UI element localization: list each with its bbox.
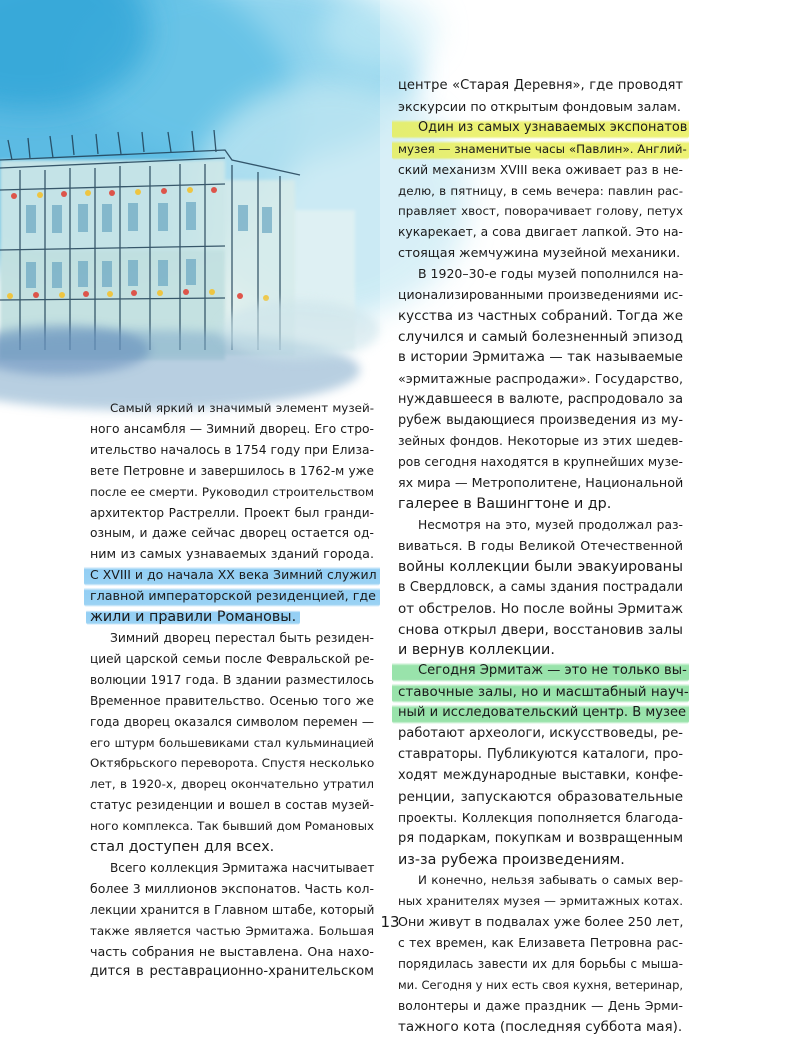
text-line: лекции хранится в Главном штабе, который <box>90 902 375 917</box>
text-line: снова открыл двери, восстановив залы <box>398 621 683 638</box>
text-line: работают археологи, искусствоведы, ре- <box>398 726 683 742</box>
text-line: ренции, запускаются образовательные <box>398 788 683 805</box>
text-line: В 1920–30-е годы музей пополнился на- <box>418 266 684 282</box>
text-line: в истории Эрмитажа — так называемые <box>398 349 683 365</box>
right-text-column <box>398 76 689 1038</box>
text-line: озным, и даже сейчас дворец остается од- <box>90 526 374 541</box>
text-line: от обстрелов. Но после войны Эрмитаж <box>398 600 684 617</box>
text-line: года дворец оказался символом перемен — <box>90 714 374 729</box>
text-line: ним из самых узнаваемых зданий города. <box>90 546 374 562</box>
highlighted-text-line: ставочные залы, но и масштабный науч- <box>392 682 689 703</box>
text-line: зейных фондов. Некоторые из этих шедев- <box>398 434 683 449</box>
text-line: тажного кота (последняя суббота мая). <box>398 1018 683 1035</box>
text-line: ях мира — Метрополитене, Национальной <box>398 475 684 491</box>
text-line: ного комплекса. Так бывший дом Романовых <box>90 819 374 834</box>
text-line: «эрмитажные распродажи». Государство, <box>398 370 683 386</box>
text-line: нуждавшееся в валюте, распродовало за <box>398 391 683 407</box>
text-line: порядилась завести их для борьбы с мыша- <box>398 957 683 972</box>
text-line: центре «Старая Деревня», где проводят <box>398 78 683 93</box>
highlighted-text-line: музея — знаменитые часы «Павлин». Англий- <box>392 139 689 160</box>
text-line: Октябрьского переворота. Спустя несколько <box>90 756 375 771</box>
text-line: И конечно, нельзя забывать о самых вер- <box>418 873 683 888</box>
text-line: проекты. Коллекция пополняется благода- <box>398 810 683 825</box>
text-line: ционализированными произведениями ис- <box>398 287 683 303</box>
highlighted-text-line: ный и исследовательский центр. В музее <box>392 703 689 724</box>
text-line: делю, в пятницу, в семь вечера: павлин рас- <box>398 183 683 198</box>
text-line: после ее смерти. Руководил строительством <box>90 484 374 499</box>
text-line: архитектор Растрелли. Проект был гранди- <box>90 505 374 520</box>
highlighted-text-line: Один из самых узнаваемых экспонатов <box>392 118 689 139</box>
text-line: волонтеры и даже праздник — День Эрми- <box>398 998 683 1013</box>
text-line: ходят международные выставки, конфе- <box>398 767 683 783</box>
text-line: статус резиденции и вошел в состав музей- <box>90 798 374 813</box>
text-line: более 3 миллионов экспонатов. Часть кол- <box>90 880 374 896</box>
text-line: кукарекает, а сова двигает лапкой. Это на- <box>398 225 683 240</box>
text-line <box>90 607 374 628</box>
text-line: вете Петровне и завершилось в 1762-м уже <box>90 463 374 478</box>
text-line: ительство началось в 1754 году при Елиза- <box>90 442 375 457</box>
text-line: Они живут в подвалах уже более 250 лет, <box>398 914 684 930</box>
highlighted-text: жили и правили Романовы. <box>86 609 300 625</box>
text-line: ных хранителях музея — эрмитажных котах. <box>398 894 683 909</box>
left-text-column <box>90 398 377 983</box>
highlighted-text-line: С XVIII и до начала XX века Зимний служил <box>84 565 380 586</box>
page-number: 13 <box>380 913 400 931</box>
text-line: ря подаркам, покупкам и возвращенным <box>398 830 683 846</box>
text-line: виваться. В годы Великой Отечественной <box>398 537 683 553</box>
text-line: часть собрания не выставлена. Она нахо- <box>90 943 374 959</box>
text-line: стоящая жемчужина музейной механики. <box>398 245 681 261</box>
text-line: случился и самый болезненный эпизод <box>398 328 683 345</box>
text-line: в Свердловск, а самы здания пострадали <box>398 579 683 595</box>
text-line: ми. Сегодня у них есть своя кухня, ветеринар, <box>398 977 684 992</box>
text-line: ский механизм XVIII века оживает раз в не- <box>398 162 683 177</box>
text-line: экскурсии по открытым фондовым залам. <box>398 98 681 114</box>
text-line: также является частью Эрмитажа. Большая <box>90 923 374 938</box>
text-line: стал доступен для всех. <box>90 839 275 856</box>
text-line: из-за рубежа произведениям. <box>398 851 625 868</box>
text-line: Несмотря на это, музей продолжал раз- <box>418 518 683 533</box>
text-line: его штурм большевиками стал кульминацией <box>90 735 374 750</box>
text-line: ров сегодня находятся в крупнейших музе- <box>398 455 683 470</box>
text-line: Зимний дворец перестал быть резиден- <box>110 630 374 645</box>
text-line: волюции 1917 года. В здании разместилось <box>90 672 374 687</box>
text-line: войны коллекции были эвакуированы <box>398 558 683 575</box>
text-line: кусства из частных собраний. Тогда же <box>398 307 683 324</box>
text-line: Всего коллекция Эрмитажа насчитывает <box>110 860 375 875</box>
text-line: дится в реставрационно-хранительском <box>90 964 374 980</box>
text-line: галерее в Вашингтоне и др. <box>398 496 612 513</box>
text-line: цией царской семьи после Февральской ре- <box>90 651 374 666</box>
highlighted-text-line: Сегодня Эрмитаж — это не только вы- <box>392 661 689 682</box>
text-line: рубеж выдающиеся произведения из му- <box>398 412 683 428</box>
text-line: и вернув коллекции. <box>398 642 555 659</box>
text-line: правляет хвост, поворачивает голову, петух <box>398 204 683 219</box>
highlighted-text-line: главной императорской резиденцией, где <box>84 586 380 607</box>
text-line: ставраторы. Публикуются каталоги, про- <box>398 747 683 762</box>
text-line: ного ансамбля — Зимний дворец. Его стро- <box>90 421 374 436</box>
text-line: Самый яркий и значимый элемент музей- <box>110 401 374 415</box>
text-line: лет, в 1920-х, дворец окончательно утратил <box>90 777 374 792</box>
text-line: с тех времен, как Елизавета Петровна рас- <box>398 936 683 951</box>
text-line: Временное правительство. Осенью того же <box>90 693 374 708</box>
